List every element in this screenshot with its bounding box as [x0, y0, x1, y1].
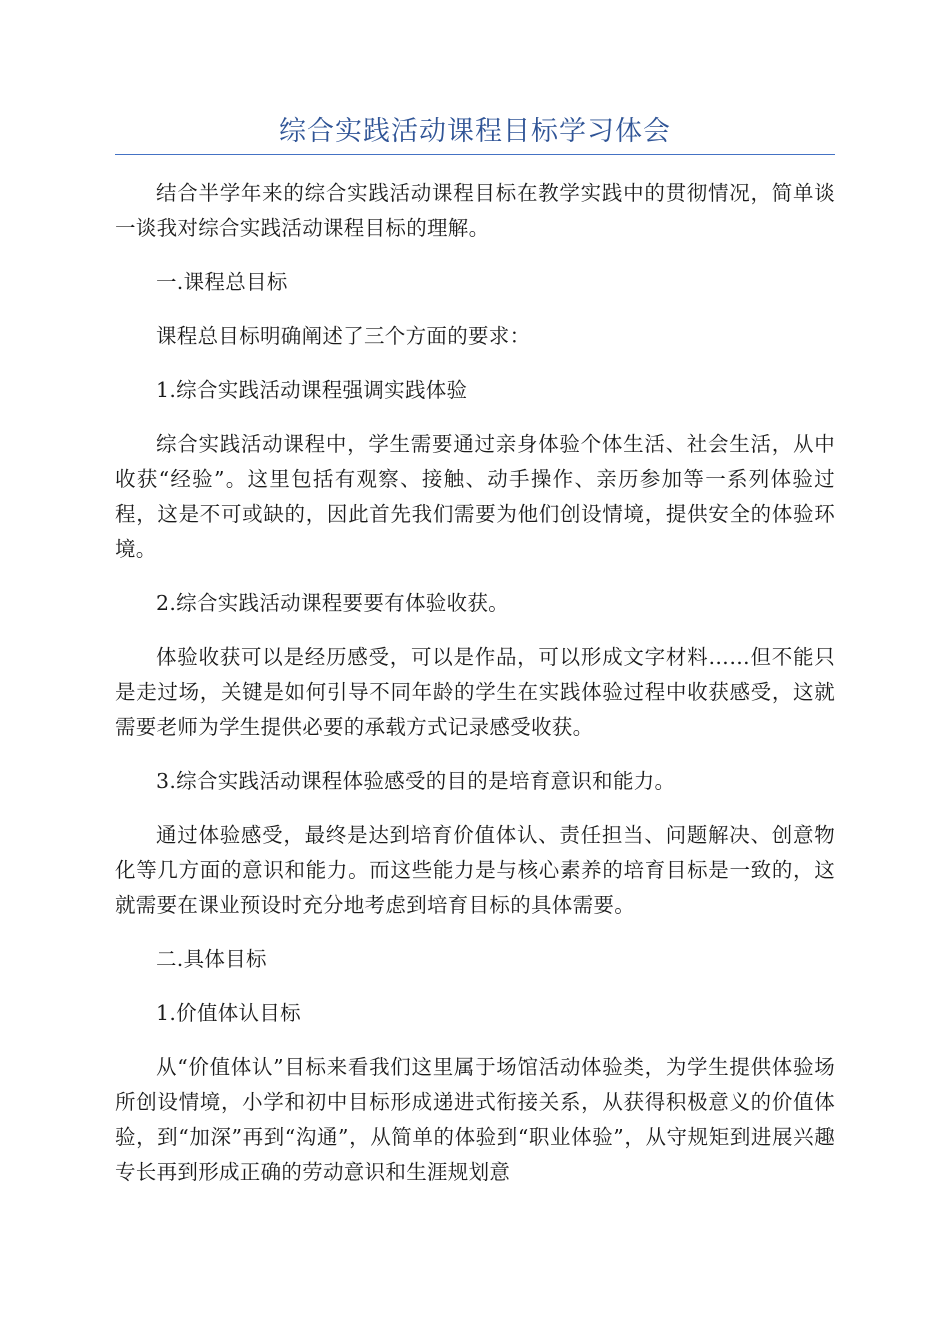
paragraph-practice-experience: 综合实践活动课程中，学生需要通过亲身体验个体生活、社会生活，从中收获“经验”。这里包括有观察、接触、动手操作、亲历参加等一系列体验过程，这是不可或缺的，因此首先我们需要为他们创设情境，提供安全的体验环境。 — [115, 432, 835, 561]
title-underline — [115, 154, 835, 155]
subheading-practice-experience: 1.综合实践活动课程强调实践体验 — [156, 378, 468, 402]
paragraph-intro: 结合半学年来的综合实践活动课程目标在教学实践中的贯彻情况，简单谈一谈我对综合实践活动课程目标的理解。 — [115, 181, 835, 240]
document-title: 综合实践活动课程目标学习体会 — [279, 116, 671, 147]
paragraph-value-recognition: 从“价值体认”目标来看我们这里属于场馆活动体验类，为学生提供体验场所创设情境，小学和初中目标形成递进式衔接关系，从获得积极意义的价值体验，到“加深”再到“沟通”，从简单的体验到“职业体验”，从守规矩到进展兴趣专长再到形成正确的劳动意识和生涯规划意 — [115, 1055, 835, 1184]
heading-overall-goal: 一.课程总目标 — [156, 270, 288, 294]
paragraph-experience-gain: 体验收获可以是经历感受，可以是作品，可以形成文字材料……但不能只是走过场，关键是如何引导不同年龄的学生在实践体验过程中收获感受，这就需要老师为学生提供必要的承载方式记录感受收获。 — [115, 645, 835, 739]
subheading-value-recognition: 1.价值体认目标 — [156, 1001, 301, 1025]
document-body — [115, 176, 835, 1190]
heading-specific-goals: 二.具体目标 — [156, 947, 267, 971]
subheading-experience-gain: 2.综合实践活动课程要要有体验收获。 — [156, 591, 509, 615]
paragraph-three-requirements: 课程总目标明确阐述了三个方面的要求： — [156, 324, 531, 348]
subheading-ability-purpose: 3.综合实践活动课程体验感受的目的是培育意识和能力。 — [156, 769, 676, 793]
paragraph-ability-purpose: 通过体验感受，最终是达到培育价值体认、责任担当、问题解决、创意物化等几方面的意识和能力。而这些能力是与核心素养的培育目标是一致的，这就需要在课业预设时充分地考虑到培育目标的具体需要。 — [115, 823, 835, 917]
